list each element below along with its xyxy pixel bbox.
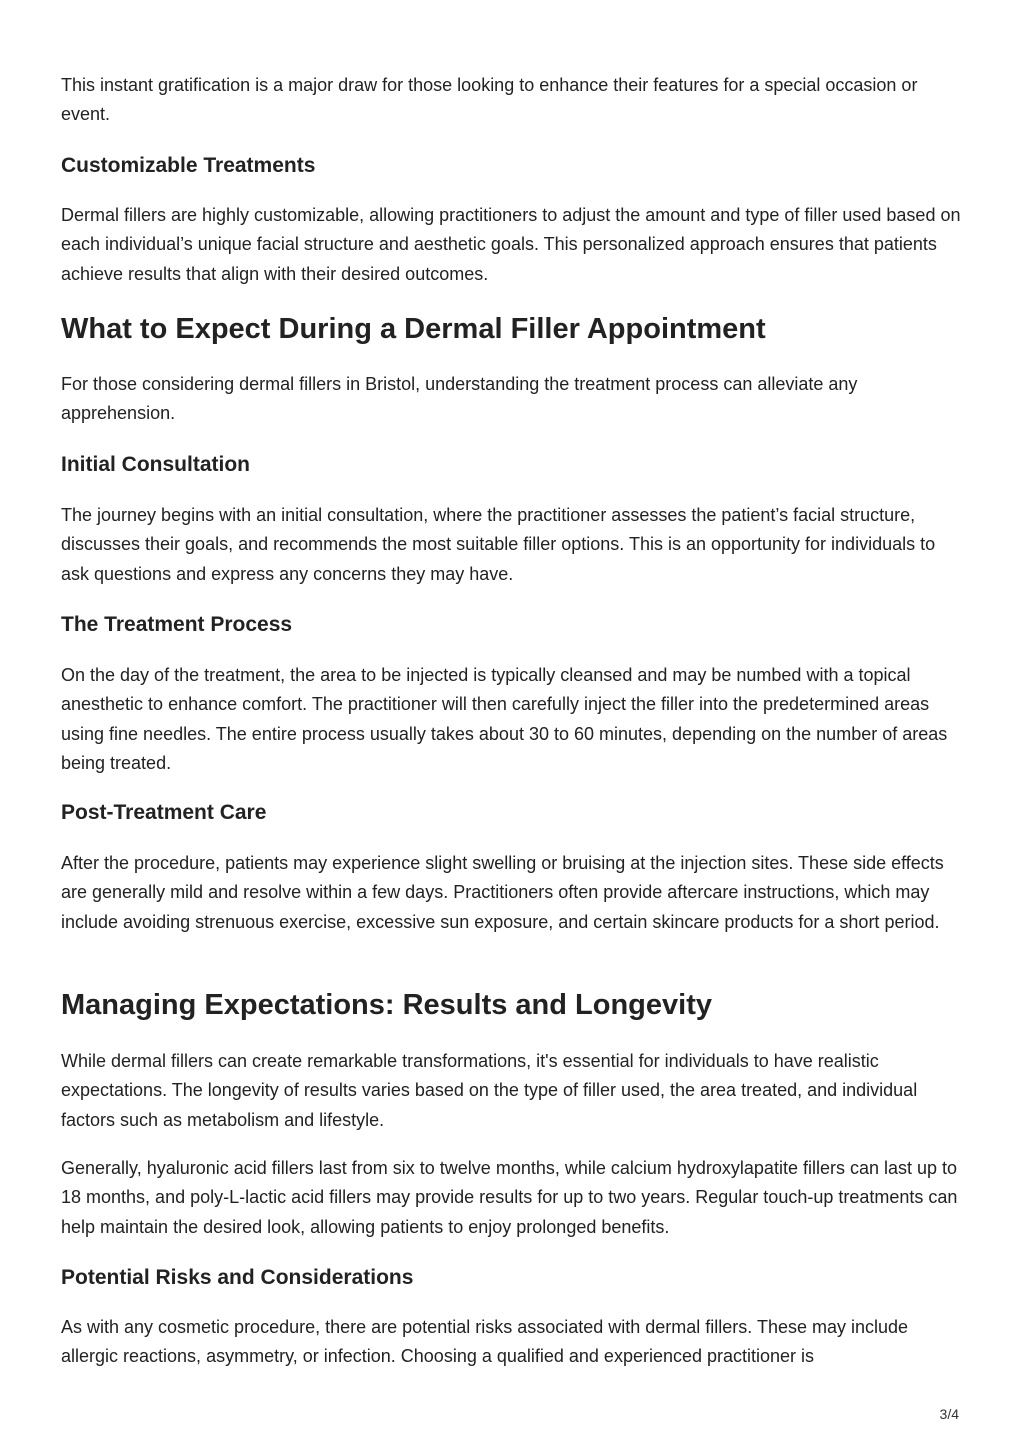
post-treatment-paragraph: After the procedure, patients may experience slight swelling or bruising at the injection sites. These side effects are generally mild and resolve within a few days. Practitioners often provide aftercare instructions, which may include avoiding strenuous exercise, excessive sun exposure, and certain skincare products for a short period. xyxy=(61,853,944,932)
consultation-paragraph: The journey begins with an initial consultation, where the practitioner assesses the patient’s facial structure, discusses their goals, and recommends the most suitable filler options. This is an opportunity for individuals to ask questions and express any concerns they may have. xyxy=(61,505,936,584)
heading-potential-risks: Potential Risks and Considerations xyxy=(61,1266,414,1289)
page-number: 3/4 xyxy=(939,1406,959,1422)
customizable-paragraph: Dermal fillers are highly customizable, allowing practitioners to adjust the amount and type of filler used based on each individual’s unique facial structure and aesthetic goals. This personalized approach ensures that patients achieve results that align with their desired outcomes. xyxy=(61,205,961,284)
expect-paragraph: For those considering dermal fillers in Bristol, understanding the treatment process can alleviate any apprehension. xyxy=(61,374,858,424)
heading-what-to-expect: What to Expect During a Dermal Filler Appointment xyxy=(61,313,766,345)
risks-paragraph: As with any cosmetic procedure, there are potential risks associated with dermal fillers. These may include allergic reactions, asymmetry, or infection. Choosing a qualified and experienced practitioner is xyxy=(61,1317,909,1367)
managing-paragraph-1: While dermal fillers can create remarkable transformations, it's essential for individuals to have realistic expectations. The longevity of results varies based on the type of filler used, the area treated, and individual factors such as metabolism and lifestyle. xyxy=(61,1051,918,1130)
heading-post-treatment-care: Post-Treatment Care xyxy=(61,801,267,824)
intro-paragraph: This instant gratification is a major draw for those looking to enhance their features for a special occasion or event. xyxy=(61,75,918,125)
heading-initial-consultation: Initial Consultation xyxy=(61,453,250,476)
heading-treatment-process: The Treatment Process xyxy=(61,613,293,636)
managing-paragraph-2: Generally, hyaluronic acid fillers last from six to twelve months, while calcium hydroxylapatite fillers can last up to 18 months, and poly-L-lactic acid fillers may provide results for up to two years. Regular touch-up treatments can help maintain the desired look, allowing patients to enjoy prolonged benefits. xyxy=(61,1158,958,1237)
heading-managing-expectations: Managing Expectations: Results and Longevity xyxy=(61,989,712,1021)
heading-customizable-treatments: Customizable Treatments xyxy=(61,154,316,177)
treatment-process-paragraph: On the day of the treatment, the area to be injected is typically cleansed and may be numbed with a topical anesthetic to enhance comfort. The practitioner will then carefully inject the filler into the predetermined areas using fine needles. The entire process usually takes about 30 to 60 minutes, depending on the number of areas being treated. xyxy=(61,665,948,773)
